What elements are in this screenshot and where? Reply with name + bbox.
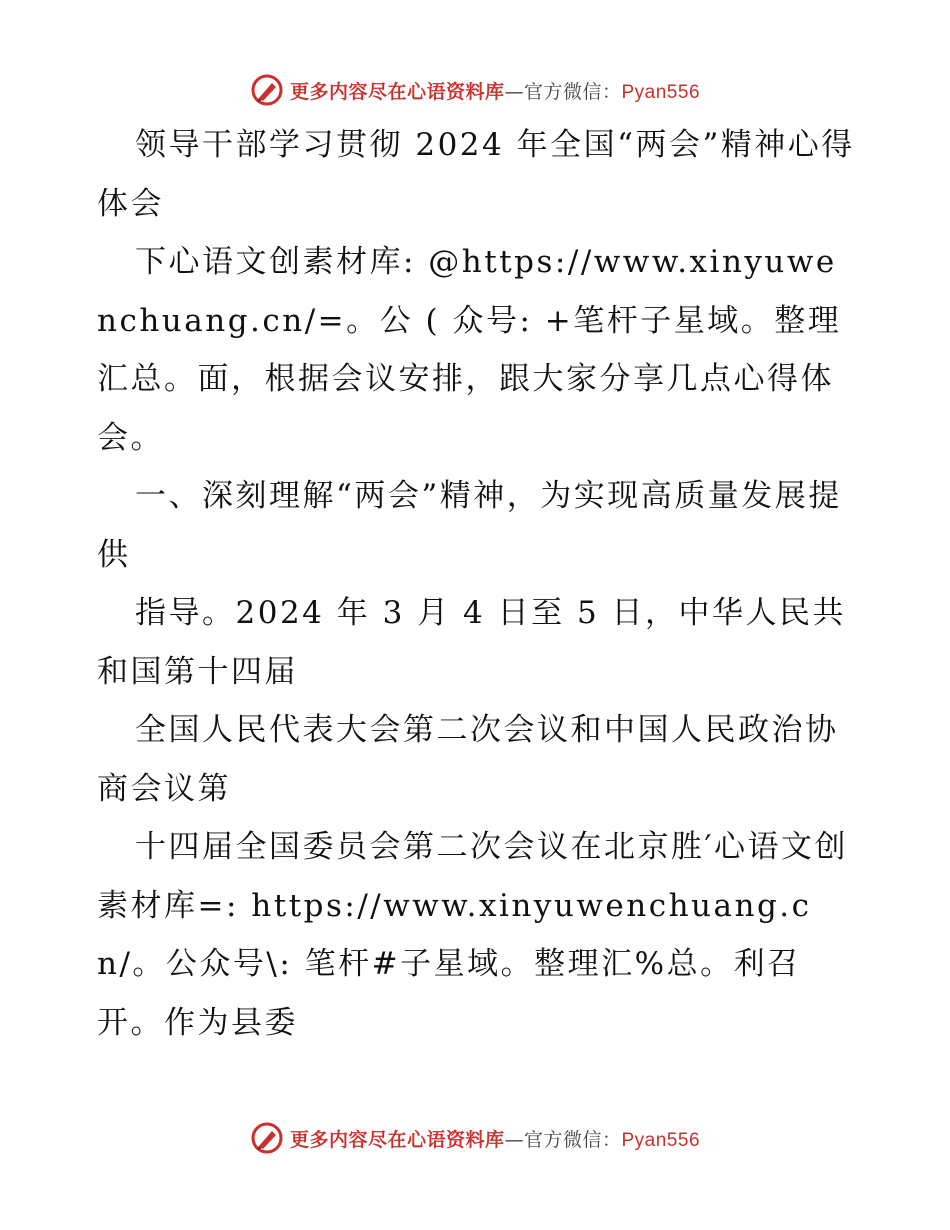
header-watermark-banner [0,70,950,110]
document-paragraph: 下心语文创素材库: @https://www.xinyuwenchuang.cn/=。公 ( 众号: +笔杆子星域。整理汇总。面，根据会议安排，跟大家分享几点心得体会。 [97,244,842,456]
document-title: 领导干部学习贯彻 2024 年全国“两会”精神心得体会 [97,127,855,222]
header-banner-separator: —官方微信： [504,80,622,103]
pen-logo-icon [250,1121,284,1155]
pen-logo-icon [250,73,284,107]
footer-banner-main-text: 更多内容尽在心语资料库 [289,1128,505,1151]
footer-watermark-banner [0,1118,950,1158]
document-body [97,116,857,1052]
document-paragraph: 十四届全国委员会第二次会议在北京胜′心语文创素材库=: https://www.xinyuwenchuang.cn/。公众号\: 笔杆#子星域。整理汇%总。利召开。作为县委 [97,829,849,1041]
document-paragraph: 一、深刻理解“两会”精神，为实现高质量发展提供 [97,478,842,573]
footer-banner-separator: —官方微信： [504,1128,622,1151]
header-banner-main-text: 更多内容尽在心语资料库 [289,80,505,103]
document-paragraph: 指导。2024 年 3 月 4 日至 5 日，中华人民共和国第十四届 [97,595,847,690]
document-paragraph: 全国人民代表大会第二次会议和中国人民政治协商会议第 [97,712,839,807]
header-banner-wechat-id: Pyan556 [621,81,701,103]
footer-banner-wechat-id: Pyan556 [621,1129,701,1151]
